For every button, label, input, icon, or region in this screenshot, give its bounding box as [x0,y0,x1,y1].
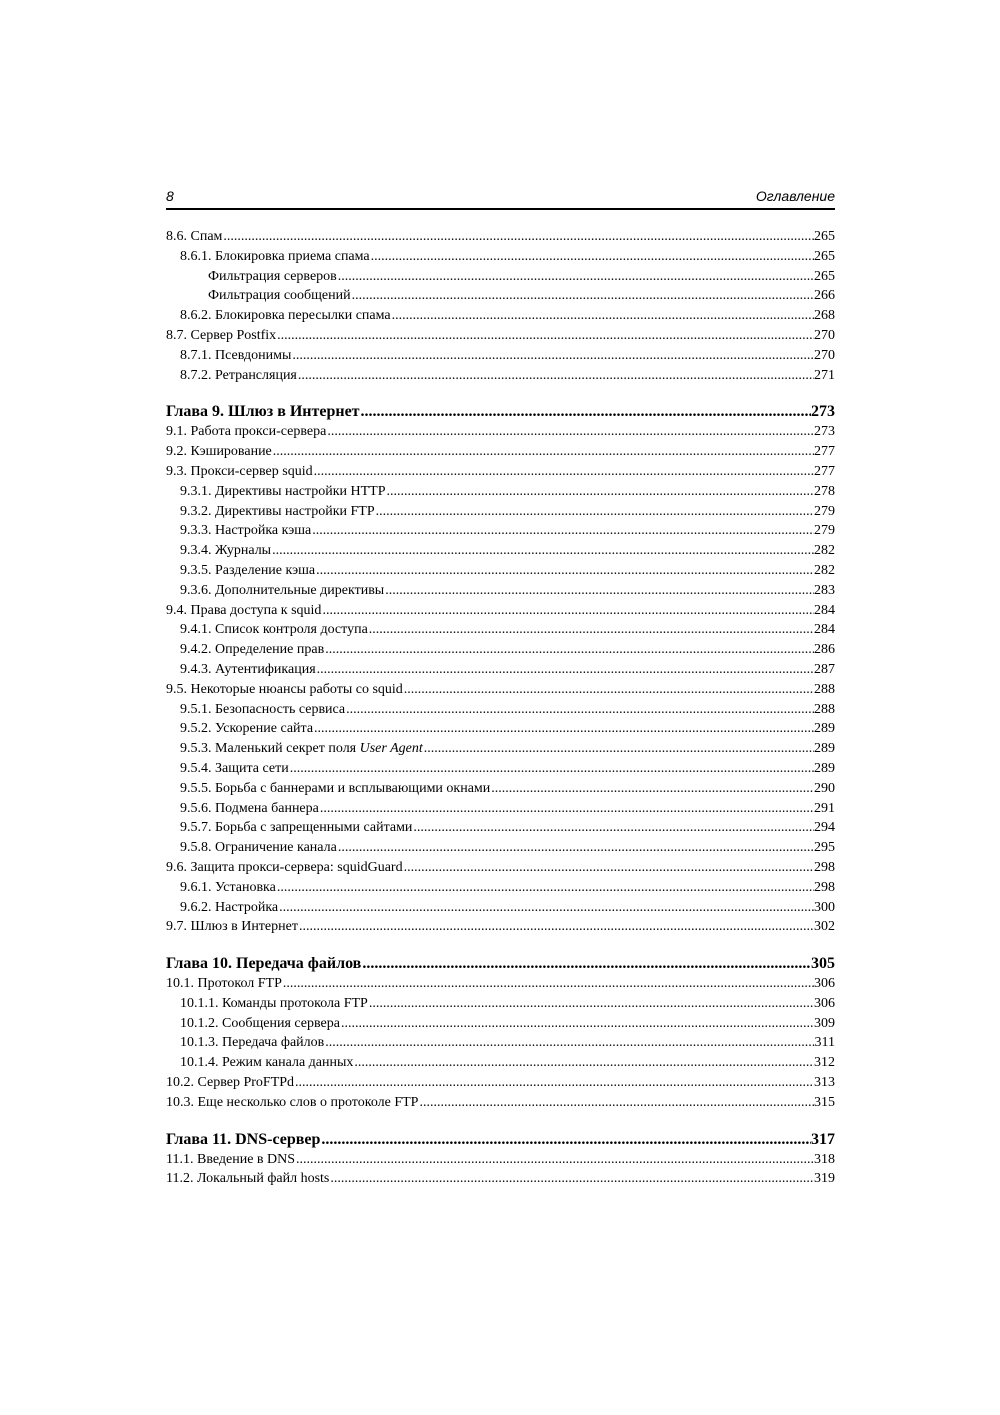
toc-leader-dots [371,247,814,267]
toc-entry-title-text: 9.4. Права доступа к squid [166,602,322,618]
toc-entry [166,286,835,306]
toc-entry-title-text: 10.1.4. Режим канала данных [180,1055,354,1071]
toc-entry-page: 282 [814,561,835,581]
toc-entry-page: 288 [814,680,835,700]
toc-entry-page: 277 [814,442,835,462]
toc-entry-title-text: 8.7. Сервер Postfix [166,327,277,343]
toc-leader-dots [283,974,814,994]
toc-entry-page: 278 [814,482,835,502]
toc-entry-title-text: 9.5.2. Ускорение сайта [180,721,314,737]
toc-entry-title [166,1073,295,1093]
toc-entry-title-text: 9.5.5. Борьба с баннерами и всплывающими окнами [180,780,491,796]
toc-entry [166,739,835,759]
toc-entry-page: 306 [814,974,835,994]
toc-entry-title-text: 9.7. Шлюз в Интернет [166,919,298,935]
toc-entry-page: 300 [814,898,835,918]
toc-entry [166,482,835,502]
toc-entry-title [166,462,314,482]
toc-entry-title-text: Глава 11. DNS-сервер [166,1130,321,1148]
toc-entry-title [180,581,385,601]
toc-entry-title-text: 9.5. Некоторые нюансы работы со squid [166,681,403,697]
toc-entry [166,561,835,581]
toc-leader-dots [277,878,814,898]
toc-entry-title-text: 8.7.1. Псевдонимы [180,347,292,363]
toc-entry-title-text: 9.6.2. Настройка [180,899,279,915]
toc-entry [166,759,835,779]
toc-entry-title-text: 9.3.1. Директивы настройки HTTP [180,483,386,499]
toc-leader-dots [272,541,814,561]
toc-entry-title [180,994,369,1014]
toc-entry-title-text: 9.5.3. Маленький секрет поля [180,741,360,757]
toc-entry-title [180,799,320,819]
toc-leader-dots [346,700,814,720]
toc-entry-page: 284 [814,601,835,621]
toc-entry-title [180,719,314,739]
toc-entry [166,838,835,858]
toc-entry [166,660,835,680]
toc-entry-page: 306 [814,994,835,1014]
toc-leader-dots [292,346,814,366]
toc-entry [166,974,835,994]
toc-entry-title [180,759,290,779]
toc-entry-page: 277 [814,462,835,482]
toc-leader-dots [352,286,814,306]
toc-entry-title [180,521,312,541]
toc-entry-page: 286 [814,640,835,660]
toc-leader-dots [325,640,814,660]
toc-leader-dots [338,267,814,287]
toc-leader-dots [491,779,814,799]
toc-leader-dots [376,502,814,522]
toc-entry-title [180,1033,325,1053]
toc-entry-title [180,620,369,640]
toc-leader-dots [325,1033,814,1053]
toc-entry-page: 265 [814,247,835,267]
toc-entry [166,267,835,287]
toc-entry [166,878,835,898]
toc-entry [166,1014,835,1034]
toc-leader-dots [316,561,814,581]
toc-entry-page: 289 [814,719,835,739]
toc-entry-title [180,366,298,386]
toc-leader-dots [290,759,814,779]
toc-entry-title-text: 8.6.2. Блокировка пересылки спама [180,308,391,324]
toc-leader-dots [341,1014,814,1034]
toc-entry [166,462,835,482]
toc-entry-title [180,247,371,267]
toc-entry-title-text: 8.6.1. Блокировка приема спама [180,248,370,264]
toc-leader-dots [299,917,814,937]
toc-entry-title [166,422,327,442]
toc-leader-dots [419,1093,814,1113]
toc-entry-title-text: 9.3.4. Журналы [180,543,272,559]
toc-entry [166,326,835,346]
toc-entry-title [180,502,376,522]
toc-entry [166,541,835,561]
toc-entry-page: 265 [814,267,835,287]
toc-entry-title-italic: User Agent [359,741,423,757]
toc-entry [166,1169,835,1189]
toc-entry [166,366,835,386]
toc-entry-page: 298 [814,858,835,878]
toc-entry-title-text: 9.5.4. Защита сети [180,760,289,776]
toc-leader-dots [385,581,814,601]
toc-entry [166,247,835,267]
toc-entry-page: 302 [814,917,835,937]
page-header [166,186,835,210]
toc-entry-title-text: 9.4.2. Определение прав [180,642,325,658]
toc-entry-title [166,401,361,422]
toc-leader-dots [362,953,811,974]
toc-entry-page: 295 [814,838,835,858]
toc-entry-page: 305 [811,955,835,973]
toc-entry [166,680,835,700]
toc-leader-dots [424,739,814,759]
toc-entry-title-text: 9.5.6. Подмена баннера [180,800,319,816]
toc-leader-dots [369,994,814,1014]
toc-entry-title-text: 9.2. Кэширование [166,444,272,460]
toc-entry-title [166,227,223,247]
toc-entry-page: 270 [814,346,835,366]
toc-leader-dots [327,422,814,442]
toc-entry-page: 309 [814,1014,835,1034]
toc-entry-title-text: 9.1. Работа прокси-сервера [166,424,327,440]
toc-entry-title [180,541,272,561]
toc-leader-dots [317,660,814,680]
toc-entry-title-text: 9.3.5. Разделение кэша [180,562,316,578]
toc-entry-title [166,680,404,700]
toc-entry [166,422,835,442]
toc-entry-title-text: 11.2. Локальный файл hosts [166,1171,330,1187]
toc-entry-title-text: 9.4.3. Аутентификация [180,661,316,677]
toc-entry-title-text: 9.3.6. Дополнительные директивы [180,582,385,598]
toc-entry-title [166,1169,330,1189]
toc-entry [166,700,835,720]
toc-entry [166,1033,835,1053]
toc-leader-dots [298,366,814,386]
toc-entry [166,719,835,739]
toc-entry-page: 271 [814,366,835,386]
toc-entry-title [180,838,338,858]
toc-entry-page: 294 [814,818,835,838]
toc-leader-dots [279,898,814,918]
running-title: Оглавление [755,188,835,204]
toc-entry [166,818,835,838]
toc-leader-dots [296,1150,814,1170]
toc-entry-title [180,1014,341,1034]
toc-entry [166,227,835,247]
toc-entry-title-text: 11.1. Введение в DNS [166,1151,296,1167]
toc-entry-page: 279 [814,521,835,541]
toc-entry-title-text: 9.6. Защита прокси-сервера: squidGuard [166,859,403,875]
toc-entry-title-text: 10.1.1. Команды протокола FTP [180,995,368,1011]
toc-entry-title-text: Фильтрация сообщений [208,288,351,304]
table-of-contents [166,227,835,1189]
toc-entry-title [208,267,338,287]
toc-entry-title [180,779,491,799]
toc-leader-dots [322,601,814,621]
toc-entry-title-text: 9.5.1. Безопасность сервиса [180,701,346,717]
toc-entry-title [166,953,362,974]
toc-entry-page: 283 [814,581,835,601]
toc-entry-title [166,326,277,346]
toc-leader-dots [273,442,814,462]
toc-entry [166,898,835,918]
toc-entry [166,994,835,1014]
toc-entry [166,306,835,326]
toc-entry [166,620,835,640]
toc-entry-page: 273 [811,403,835,421]
toc-entry-title [180,878,277,898]
toc-entry-title [180,346,292,366]
toc-entry-title-text: 10.1. Протокол FTP [166,976,282,992]
toc-entry-page: 279 [814,502,835,522]
toc-entry-title [180,561,316,581]
toc-entry-title [180,482,387,502]
toc-entry-title-text: 10.1.2. Сообщения сервера [180,1015,340,1031]
toc-entry-page: 273 [814,422,835,442]
toc-leader-dots [404,858,814,878]
toc-leader-dots [314,719,814,739]
toc-entry [166,858,835,878]
toc-leader-dots [277,326,814,346]
toc-leader-dots [330,1169,814,1189]
toc-entry-page: 319 [814,1169,835,1189]
toc-entry [166,346,835,366]
toc-entry [166,1093,835,1113]
toc-entry-title-text: 9.5.7. Борьба с запрещенными сайтами [180,820,413,836]
toc-entry [166,601,835,621]
toc-entry [166,799,835,819]
toc-entry [166,502,835,522]
toc-entry-title-text: 9.4.1. Список контроля доступа [180,622,368,638]
toc-entry-title [180,818,413,838]
toc-entry-title-text: 10.3. Еще несколько слов о протоколе FTP [166,1094,419,1110]
toc-entry-page: 290 [814,779,835,799]
toc-entry-title-text: Глава 10. Передача файлов [166,955,362,973]
toc-entry-title-text: 10.1.3. Передача файлов [180,1035,325,1051]
toc-entry-title [180,700,346,720]
toc-entry [166,521,835,541]
toc-entry [166,442,835,462]
toc-entry-page: 266 [814,286,835,306]
toc-entry-title-text: 9.3. Прокси-сервер squid [166,463,313,479]
toc-entry-page: 317 [811,1130,835,1148]
toc-leader-dots [387,482,815,502]
toc-entry-page: 289 [814,739,835,759]
toc-leader-dots [320,799,814,819]
toc-entry [166,779,835,799]
toc-chapter-entry [166,953,835,974]
toc-entry-title [166,442,273,462]
toc-entry-page: 291 [814,799,835,819]
toc-leader-dots [321,1129,811,1150]
toc-entry-page: 282 [814,541,835,561]
toc-leader-dots [295,1073,814,1093]
toc-entry-title [180,898,279,918]
toc-entry-title-text: 8.6. Спам [166,229,223,244]
toc-leader-dots [369,620,814,640]
toc-entry [166,1053,835,1073]
toc-leader-dots [338,838,814,858]
toc-entry-title [166,1150,296,1170]
toc-entry-page: 268 [814,306,835,326]
toc-chapter-entry [166,1129,835,1150]
toc-entry-title [180,640,325,660]
toc-entry [166,1073,835,1093]
toc-leader-dots [404,680,814,700]
toc-chapter-entry [166,401,835,422]
toc-leader-dots [314,462,814,482]
toc-entry-title-text: 9.6.1. Установка [180,879,276,895]
toc-entry-title-text: 10.2. Сервер ProFTPd [166,1075,295,1091]
toc-leader-dots [361,401,811,422]
toc-entry-title [166,1093,419,1113]
toc-entry-title [180,306,392,326]
toc-entry [166,917,835,937]
toc-leader-dots [392,306,814,326]
toc-entry-page: 312 [814,1053,835,1073]
toc-entry-title [180,1053,354,1073]
toc-entry-page: 270 [814,326,835,346]
toc-entry-title-text: Фильтрация серверов [208,268,337,284]
toc-entry-page: 313 [814,1073,835,1093]
toc-entry-title [166,858,404,878]
toc-entry-title [180,739,424,759]
toc-entry-title [166,601,322,621]
page-number: 8 [166,188,174,204]
toc-entry-title [166,974,283,994]
toc-leader-dots [413,818,814,838]
toc-entry-title [180,660,317,680]
toc-entry [166,640,835,660]
toc-entry [166,581,835,601]
toc-entry [166,1150,835,1170]
toc-entry-title-text: 9.5.8. Ограничение канала [180,840,337,856]
toc-entry-page: 311 [815,1033,835,1053]
toc-entry-page: 298 [814,878,835,898]
toc-entry-page: 265 [814,227,835,247]
toc-entry-title [208,286,352,306]
toc-entry-page: 288 [814,700,835,720]
toc-entry-page: 315 [814,1093,835,1113]
toc-entry-title [166,917,299,937]
toc-entry-title-text: 9.3.3. Настройка кэша [180,523,312,539]
toc-entry-title-text: 9.3.2. Директивы настройки FTP [180,503,375,519]
toc-entry-title-text: Глава 9. Шлюз в Интернет [166,403,360,421]
toc-entry-title-text: 8.7.2. Ретрансляция [180,367,297,383]
toc-entry-page: 318 [814,1150,835,1170]
toc-leader-dots [223,227,814,247]
toc-leader-dots [354,1053,814,1073]
toc-entry-page: 284 [814,620,835,640]
toc-leader-dots [312,521,814,541]
toc-entry-page: 287 [814,660,835,680]
toc-entry-title [166,1129,321,1150]
toc-entry-page: 289 [814,759,835,779]
